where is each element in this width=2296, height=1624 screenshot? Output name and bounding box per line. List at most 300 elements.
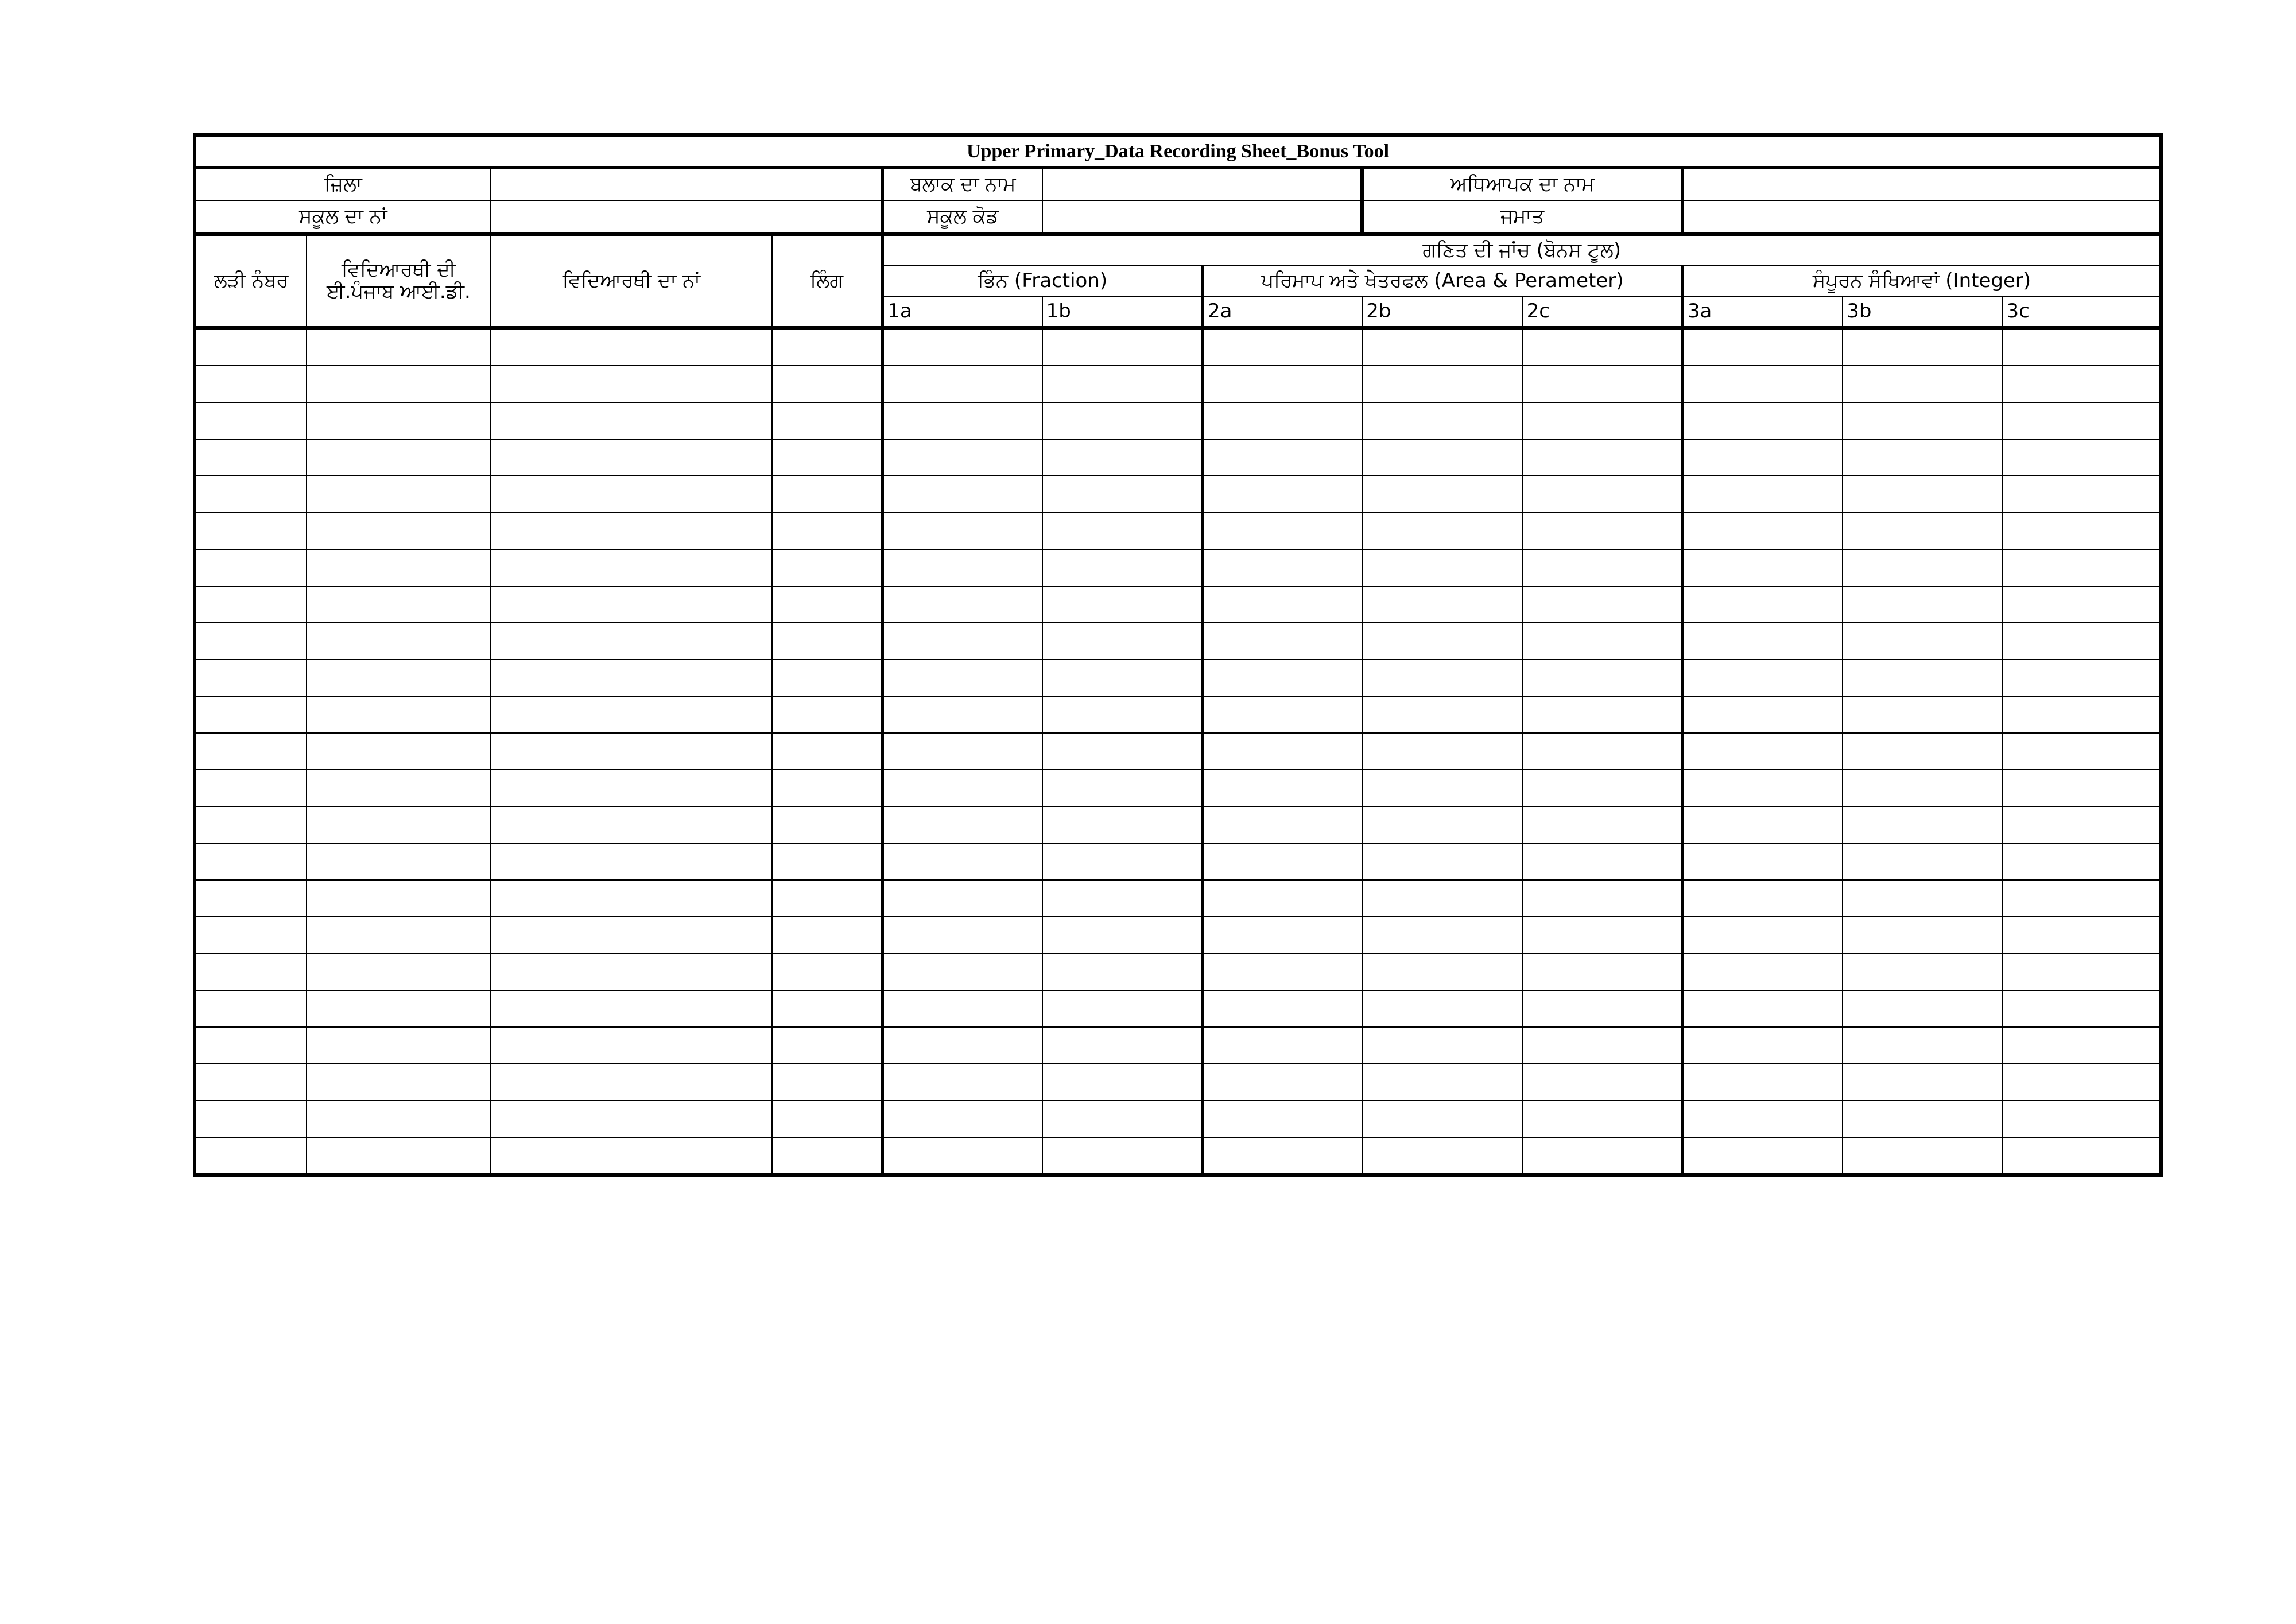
score-3c-cell[interactable]: [2003, 696, 2161, 733]
score-2c-cell[interactable]: [1523, 733, 1682, 770]
epunjab-id-cell[interactable]: [307, 660, 490, 696]
gender-cell[interactable]: [772, 807, 882, 843]
roll-no-cell[interactable]: [195, 843, 307, 880]
score-2a-cell[interactable]: [1203, 1027, 1362, 1064]
block-name-field[interactable]: [1042, 168, 1363, 201]
gender-cell[interactable]: [772, 328, 882, 366]
score-3a-cell[interactable]: [1682, 1027, 1843, 1064]
epunjab-id-cell[interactable]: [307, 439, 490, 476]
score-3b-cell[interactable]: [1843, 1027, 2002, 1064]
score-1a-cell[interactable]: [882, 1137, 1042, 1175]
score-1b-cell[interactable]: [1042, 1100, 1203, 1137]
district-label: ਜ਼ਿਲਾ: [195, 168, 491, 201]
roll-no-cell[interactable]: [195, 366, 307, 402]
epunjab-id-cell[interactable]: [307, 1137, 490, 1175]
epunjab-id-cell[interactable]: [307, 549, 490, 586]
score-1a-cell[interactable]: [882, 733, 1042, 770]
student-name-cell[interactable]: [491, 990, 773, 1027]
student-name-cell[interactable]: [491, 1064, 773, 1100]
score-2a-cell[interactable]: [1203, 954, 1362, 990]
student-name-cell[interactable]: [491, 1137, 773, 1175]
score-2a-cell[interactable]: [1203, 917, 1362, 954]
table-row: [195, 660, 2161, 696]
gender-cell[interactable]: [772, 402, 882, 439]
gender-cell[interactable]: [772, 1137, 882, 1175]
score-2a-cell[interactable]: [1203, 770, 1362, 807]
roll-no-cell[interactable]: [195, 990, 307, 1027]
score-1a-cell[interactable]: [882, 513, 1042, 549]
roll-no-cell[interactable]: [195, 954, 307, 990]
gender-cell[interactable]: [772, 1027, 882, 1064]
epunjab-id-cell[interactable]: [307, 990, 490, 1027]
student-name-cell[interactable]: [491, 366, 773, 402]
score-3b-cell[interactable]: [1843, 623, 2002, 660]
score-2c-cell[interactable]: [1523, 990, 1682, 1027]
score-3b-cell[interactable]: [1843, 696, 2002, 733]
student-name-cell[interactable]: [491, 660, 773, 696]
score-3c-cell[interactable]: [2003, 439, 2161, 476]
student-name-cell[interactable]: [491, 1027, 773, 1064]
score-3b-cell[interactable]: [1843, 917, 2002, 954]
epunjab-id-cell[interactable]: [307, 1100, 490, 1137]
score-3a-cell[interactable]: [1682, 586, 1843, 623]
student-name-cell[interactable]: [491, 807, 773, 843]
epunjab-id-cell[interactable]: [307, 476, 490, 513]
student-name-cell[interactable]: [491, 770, 773, 807]
score-2a-cell[interactable]: [1203, 366, 1362, 402]
score-2b-cell[interactable]: [1362, 1027, 1522, 1064]
score-3a-cell[interactable]: [1682, 660, 1843, 696]
score-2a-cell[interactable]: [1203, 1100, 1362, 1137]
score-3a-cell[interactable]: [1682, 623, 1843, 660]
score-2a-cell[interactable]: [1203, 733, 1362, 770]
roll-no-cell[interactable]: [195, 1100, 307, 1137]
roll-no-header: ਲੜੀ ਨੰਬਰ: [195, 234, 307, 328]
table-row: [195, 1027, 2161, 1064]
table-row: [195, 880, 2161, 917]
score-3c-cell[interactable]: [2003, 770, 2161, 807]
score-3a-cell[interactable]: [1682, 1137, 1843, 1175]
score-2a-cell[interactable]: [1203, 843, 1362, 880]
score-3c-cell[interactable]: [2003, 1027, 2161, 1064]
student-name-cell[interactable]: [491, 328, 773, 366]
student-name-cell[interactable]: [491, 917, 773, 954]
score-1a-cell[interactable]: [882, 660, 1042, 696]
score-1a-cell[interactable]: [882, 990, 1042, 1027]
epunjab-id-cell[interactable]: [307, 328, 490, 366]
gender-cell[interactable]: [772, 880, 882, 917]
score-1b-cell[interactable]: [1042, 513, 1203, 549]
score-1a-cell[interactable]: [882, 586, 1042, 623]
score-3a-cell[interactable]: [1682, 1100, 1843, 1137]
score-3c-cell[interactable]: [2003, 733, 2161, 770]
score-3c-cell[interactable]: [2003, 366, 2161, 402]
score-1b-cell[interactable]: [1042, 990, 1203, 1027]
score-3b-cell[interactable]: [1843, 439, 2002, 476]
epunjab-id-cell[interactable]: [307, 733, 490, 770]
item-3c-header: 3c: [2003, 296, 2161, 328]
student-name-cell[interactable]: [491, 586, 773, 623]
score-2c-cell[interactable]: [1523, 1137, 1682, 1175]
score-1a-cell[interactable]: [882, 954, 1042, 990]
score-2c-cell[interactable]: [1523, 366, 1682, 402]
epunjab-id-cell[interactable]: [307, 1064, 490, 1100]
score-2c-cell[interactable]: [1523, 513, 1682, 549]
score-1b-cell[interactable]: [1042, 1137, 1203, 1175]
school-name-field[interactable]: [491, 201, 883, 234]
score-2b-cell[interactable]: [1362, 1064, 1522, 1100]
score-2b-cell[interactable]: [1362, 733, 1522, 770]
score-2a-cell[interactable]: [1203, 402, 1362, 439]
score-2b-cell[interactable]: [1362, 476, 1522, 513]
score-2b-cell[interactable]: [1362, 917, 1522, 954]
score-1a-cell[interactable]: [882, 328, 1042, 366]
score-2a-cell[interactable]: [1203, 623, 1362, 660]
score-3a-cell[interactable]: [1682, 513, 1843, 549]
student-name-cell[interactable]: [491, 402, 773, 439]
score-1b-cell[interactable]: [1042, 439, 1203, 476]
epunjab-id-cell[interactable]: [307, 1027, 490, 1064]
score-1b-cell[interactable]: [1042, 328, 1203, 366]
score-2c-cell[interactable]: [1523, 402, 1682, 439]
roll-no-cell[interactable]: [195, 660, 307, 696]
score-2c-cell[interactable]: [1523, 954, 1682, 990]
roll-no-cell[interactable]: [195, 696, 307, 733]
gender-cell[interactable]: [772, 917, 882, 954]
teacher-name-field[interactable]: [1682, 168, 2161, 201]
score-3a-cell[interactable]: [1682, 770, 1843, 807]
table-row: [195, 366, 2161, 402]
score-3b-cell[interactable]: [1843, 476, 2002, 513]
roll-no-cell[interactable]: [195, 733, 307, 770]
score-3c-cell[interactable]: [2003, 660, 2161, 696]
roll-no-cell[interactable]: [195, 807, 307, 843]
roll-no-cell[interactable]: [195, 623, 307, 660]
score-2a-cell[interactable]: [1203, 696, 1362, 733]
score-2b-cell[interactable]: [1362, 1137, 1522, 1175]
score-3b-cell[interactable]: [1843, 807, 2002, 843]
score-1a-cell[interactable]: [882, 807, 1042, 843]
roll-no-cell[interactable]: [195, 476, 307, 513]
score-3b-cell[interactable]: [1843, 880, 2002, 917]
score-2a-cell[interactable]: [1203, 439, 1362, 476]
score-2c-cell[interactable]: [1523, 476, 1682, 513]
student-name-cell[interactable]: [491, 1100, 773, 1137]
score-2a-cell[interactable]: [1203, 513, 1362, 549]
score-3c-cell[interactable]: [2003, 328, 2161, 366]
roll-no-cell[interactable]: [195, 513, 307, 549]
gender-cell[interactable]: [772, 770, 882, 807]
score-3b-cell[interactable]: [1843, 402, 2002, 439]
score-2a-cell[interactable]: [1203, 476, 1362, 513]
score-3c-cell[interactable]: [2003, 549, 2161, 586]
score-3a-cell[interactable]: [1682, 880, 1843, 917]
score-1b-cell[interactable]: [1042, 843, 1203, 880]
score-2a-cell[interactable]: [1203, 1064, 1362, 1100]
score-2c-cell[interactable]: [1523, 807, 1682, 843]
score-3b-cell[interactable]: [1843, 586, 2002, 623]
student-name-cell[interactable]: [491, 439, 773, 476]
score-2b-cell[interactable]: [1362, 623, 1522, 660]
score-1b-cell[interactable]: [1042, 402, 1203, 439]
table-row: [195, 770, 2161, 807]
table-row: [195, 917, 2161, 954]
roll-no-cell[interactable]: [195, 917, 307, 954]
score-2a-cell[interactable]: [1203, 586, 1362, 623]
score-3c-cell[interactable]: [2003, 917, 2161, 954]
score-3a-cell[interactable]: [1682, 733, 1843, 770]
score-3c-cell[interactable]: [2003, 402, 2161, 439]
epunjab-id-cell[interactable]: [307, 696, 490, 733]
score-2c-cell[interactable]: [1523, 623, 1682, 660]
epunjab-id-cell[interactable]: [307, 917, 490, 954]
score-1b-cell[interactable]: [1042, 880, 1203, 917]
epunjab-id-cell[interactable]: [307, 513, 490, 549]
score-2b-cell[interactable]: [1362, 807, 1522, 843]
score-3a-cell[interactable]: [1682, 549, 1843, 586]
score-3a-cell[interactable]: [1682, 954, 1843, 990]
epunjab-id-cell[interactable]: [307, 880, 490, 917]
student-name-cell[interactable]: [491, 954, 773, 990]
score-2c-cell[interactable]: [1523, 770, 1682, 807]
score-2a-cell[interactable]: [1203, 990, 1362, 1027]
score-3c-cell[interactable]: [2003, 843, 2161, 880]
roll-no-cell[interactable]: [195, 1064, 307, 1100]
roll-no-cell[interactable]: [195, 770, 307, 807]
gender-cell[interactable]: [772, 733, 882, 770]
score-2b-cell[interactable]: [1362, 549, 1522, 586]
table-row: [195, 513, 2161, 549]
epunjab-id-cell[interactable]: [307, 843, 490, 880]
score-2c-cell[interactable]: [1523, 880, 1682, 917]
score-2c-cell[interactable]: [1523, 1100, 1682, 1137]
gender-cell[interactable]: [772, 954, 882, 990]
score-3a-cell[interactable]: [1682, 328, 1843, 366]
roll-no-cell[interactable]: [195, 880, 307, 917]
teacher-name-label: ਅਧਿਆਪਕ ਦਾ ਨਾਮ: [1362, 168, 1682, 201]
score-1b-cell[interactable]: [1042, 660, 1203, 696]
score-3a-cell[interactable]: [1682, 366, 1843, 402]
score-2c-cell[interactable]: [1523, 439, 1682, 476]
score-3a-cell[interactable]: [1682, 476, 1843, 513]
score-2a-cell[interactable]: [1203, 328, 1362, 366]
score-1b-cell[interactable]: [1042, 549, 1203, 586]
score-2c-cell[interactable]: [1523, 696, 1682, 733]
gender-cell[interactable]: [772, 549, 882, 586]
gender-cell[interactable]: [772, 1100, 882, 1137]
school-code-field[interactable]: [1042, 201, 1363, 234]
roll-no-cell[interactable]: [195, 328, 307, 366]
score-1a-cell[interactable]: [882, 623, 1042, 660]
score-1a-cell[interactable]: [882, 1064, 1042, 1100]
roll-no-cell[interactable]: [195, 1027, 307, 1064]
item-2a-header: 2a: [1203, 296, 1362, 328]
score-1a-cell[interactable]: [882, 917, 1042, 954]
district-field[interactable]: [491, 168, 883, 201]
score-1b-cell[interactable]: [1042, 733, 1203, 770]
gender-cell[interactable]: [772, 513, 882, 549]
gender-cell[interactable]: [772, 696, 882, 733]
score-2b-cell[interactable]: [1362, 328, 1522, 366]
epunjab-id-cell[interactable]: [307, 586, 490, 623]
score-3a-cell[interactable]: [1682, 990, 1843, 1027]
epunjab-id-cell[interactable]: [307, 954, 490, 990]
roll-no-cell[interactable]: [195, 586, 307, 623]
score-2a-cell[interactable]: [1203, 880, 1362, 917]
score-2a-cell[interactable]: [1203, 807, 1362, 843]
score-2b-cell[interactable]: [1362, 770, 1522, 807]
score-1b-cell[interactable]: [1042, 1027, 1203, 1064]
score-3c-cell[interactable]: [2003, 476, 2161, 513]
score-3a-cell[interactable]: [1682, 843, 1843, 880]
gender-cell[interactable]: [772, 1064, 882, 1100]
score-2b-cell[interactable]: [1362, 513, 1522, 549]
score-1b-cell[interactable]: [1042, 1064, 1203, 1100]
roll-no-cell[interactable]: [195, 1137, 307, 1175]
score-3a-cell[interactable]: [1682, 807, 1843, 843]
score-3c-cell[interactable]: [2003, 990, 2161, 1027]
score-2c-cell[interactable]: [1523, 917, 1682, 954]
gender-cell[interactable]: [772, 366, 882, 402]
gender-header: ਲਿੰਗ: [772, 234, 882, 328]
score-3b-cell[interactable]: [1843, 660, 2002, 696]
score-1a-cell[interactable]: [882, 366, 1042, 402]
score-3a-cell[interactable]: [1682, 402, 1843, 439]
score-1b-cell[interactable]: [1042, 623, 1203, 660]
table-row: [195, 954, 2161, 990]
student-name-cell[interactable]: [491, 549, 773, 586]
score-2b-cell[interactable]: [1362, 843, 1522, 880]
epunjab-id-cell[interactable]: [307, 402, 490, 439]
score-3c-cell[interactable]: [2003, 954, 2161, 990]
epunjab-id-cell[interactable]: [307, 623, 490, 660]
score-2b-cell[interactable]: [1362, 954, 1522, 990]
score-3b-cell[interactable]: [1843, 954, 2002, 990]
student-name-cell[interactable]: [491, 696, 773, 733]
gender-cell[interactable]: [772, 439, 882, 476]
score-2b-cell[interactable]: [1362, 880, 1522, 917]
score-2c-cell[interactable]: [1523, 586, 1682, 623]
score-3b-cell[interactable]: [1843, 1064, 2002, 1100]
score-1b-cell[interactable]: [1042, 770, 1203, 807]
score-3a-cell[interactable]: [1682, 917, 1843, 954]
score-2c-cell[interactable]: [1523, 660, 1682, 696]
student-name-cell[interactable]: [491, 880, 773, 917]
score-3b-cell[interactable]: [1843, 770, 2002, 807]
gender-cell[interactable]: [772, 660, 882, 696]
epunjab-id-cell[interactable]: [307, 807, 490, 843]
gender-cell[interactable]: [772, 586, 882, 623]
score-2b-cell[interactable]: [1362, 402, 1522, 439]
score-2c-cell[interactable]: [1523, 1064, 1682, 1100]
score-2b-cell[interactable]: [1362, 990, 1522, 1027]
score-2b-cell[interactable]: [1362, 439, 1522, 476]
score-1a-cell[interactable]: [882, 549, 1042, 586]
gender-cell[interactable]: [772, 843, 882, 880]
score-3c-cell[interactable]: [2003, 1064, 2161, 1100]
gender-cell[interactable]: [772, 623, 882, 660]
student-name-cell[interactable]: [491, 623, 773, 660]
score-1a-cell[interactable]: [882, 880, 1042, 917]
score-3c-cell[interactable]: [2003, 1100, 2161, 1137]
class-field[interactable]: [1682, 201, 2161, 234]
score-3b-cell[interactable]: [1843, 549, 2002, 586]
score-3c-cell[interactable]: [2003, 586, 2161, 623]
score-2b-cell[interactable]: [1362, 586, 1522, 623]
score-2c-cell[interactable]: [1523, 328, 1682, 366]
score-1a-cell[interactable]: [882, 476, 1042, 513]
score-1b-cell[interactable]: [1042, 586, 1203, 623]
roll-no-cell[interactable]: [195, 439, 307, 476]
epunjab-id-header: ਵਿਦਿਆਰਥੀ ਦੀ ਈ.ਪੰਜਾਬ ਆਈ.ਡੀ.: [307, 234, 490, 328]
score-3c-cell[interactable]: [2003, 513, 2161, 549]
epunjab-id-cell[interactable]: [307, 366, 490, 402]
score-3c-cell[interactable]: [2003, 623, 2161, 660]
score-1a-cell[interactable]: [882, 1027, 1042, 1064]
student-name-cell[interactable]: [491, 843, 773, 880]
score-1a-cell[interactable]: [882, 843, 1042, 880]
score-1b-cell[interactable]: [1042, 954, 1203, 990]
score-1a-cell[interactable]: [882, 439, 1042, 476]
score-1b-cell[interactable]: [1042, 366, 1203, 402]
table-row: [195, 328, 2161, 366]
score-2b-cell[interactable]: [1362, 660, 1522, 696]
roll-no-cell[interactable]: [195, 549, 307, 586]
gender-cell[interactable]: [772, 990, 882, 1027]
score-1a-cell[interactable]: [882, 696, 1042, 733]
score-2b-cell[interactable]: [1362, 366, 1522, 402]
score-2b-cell[interactable]: [1362, 1100, 1522, 1137]
score-3b-cell[interactable]: [1843, 843, 2002, 880]
score-2c-cell[interactable]: [1523, 1027, 1682, 1064]
score-1a-cell[interactable]: [882, 1100, 1042, 1137]
score-3c-cell[interactable]: [2003, 1137, 2161, 1175]
score-1a-cell[interactable]: [882, 402, 1042, 439]
score-2a-cell[interactable]: [1203, 660, 1362, 696]
gender-cell[interactable]: [772, 476, 882, 513]
score-3c-cell[interactable]: [2003, 807, 2161, 843]
score-1b-cell[interactable]: [1042, 476, 1203, 513]
roll-no-cell[interactable]: [195, 402, 307, 439]
score-3c-cell[interactable]: [2003, 880, 2161, 917]
epunjab-id-cell[interactable]: [307, 770, 490, 807]
score-3a-cell[interactable]: [1682, 696, 1843, 733]
student-name-cell[interactable]: [491, 733, 773, 770]
score-3b-cell[interactable]: [1843, 513, 2002, 549]
score-2a-cell[interactable]: [1203, 1137, 1362, 1175]
item-3a-header: 3a: [1682, 296, 1843, 328]
score-2b-cell[interactable]: [1362, 696, 1522, 733]
score-2a-cell[interactable]: [1203, 549, 1362, 586]
score-1b-cell[interactable]: [1042, 696, 1203, 733]
score-2c-cell[interactable]: [1523, 549, 1682, 586]
score-1b-cell[interactable]: [1042, 807, 1203, 843]
score-3a-cell[interactable]: [1682, 1064, 1843, 1100]
student-name-cell[interactable]: [491, 476, 773, 513]
score-3b-cell[interactable]: [1843, 366, 2002, 402]
score-3b-cell[interactable]: [1843, 990, 2002, 1027]
score-2c-cell[interactable]: [1523, 843, 1682, 880]
score-1a-cell[interactable]: [882, 770, 1042, 807]
student-name-cell[interactable]: [491, 513, 773, 549]
score-3b-cell[interactable]: [1843, 733, 2002, 770]
school-name-label: ਸਕੂਲ ਦਾ ਨਾਂ: [195, 201, 491, 234]
score-1b-cell[interactable]: [1042, 917, 1203, 954]
score-3b-cell[interactable]: [1843, 1100, 2002, 1137]
score-3b-cell[interactable]: [1843, 1137, 2002, 1175]
score-3b-cell[interactable]: [1843, 328, 2002, 366]
score-3a-cell[interactable]: [1682, 439, 1843, 476]
